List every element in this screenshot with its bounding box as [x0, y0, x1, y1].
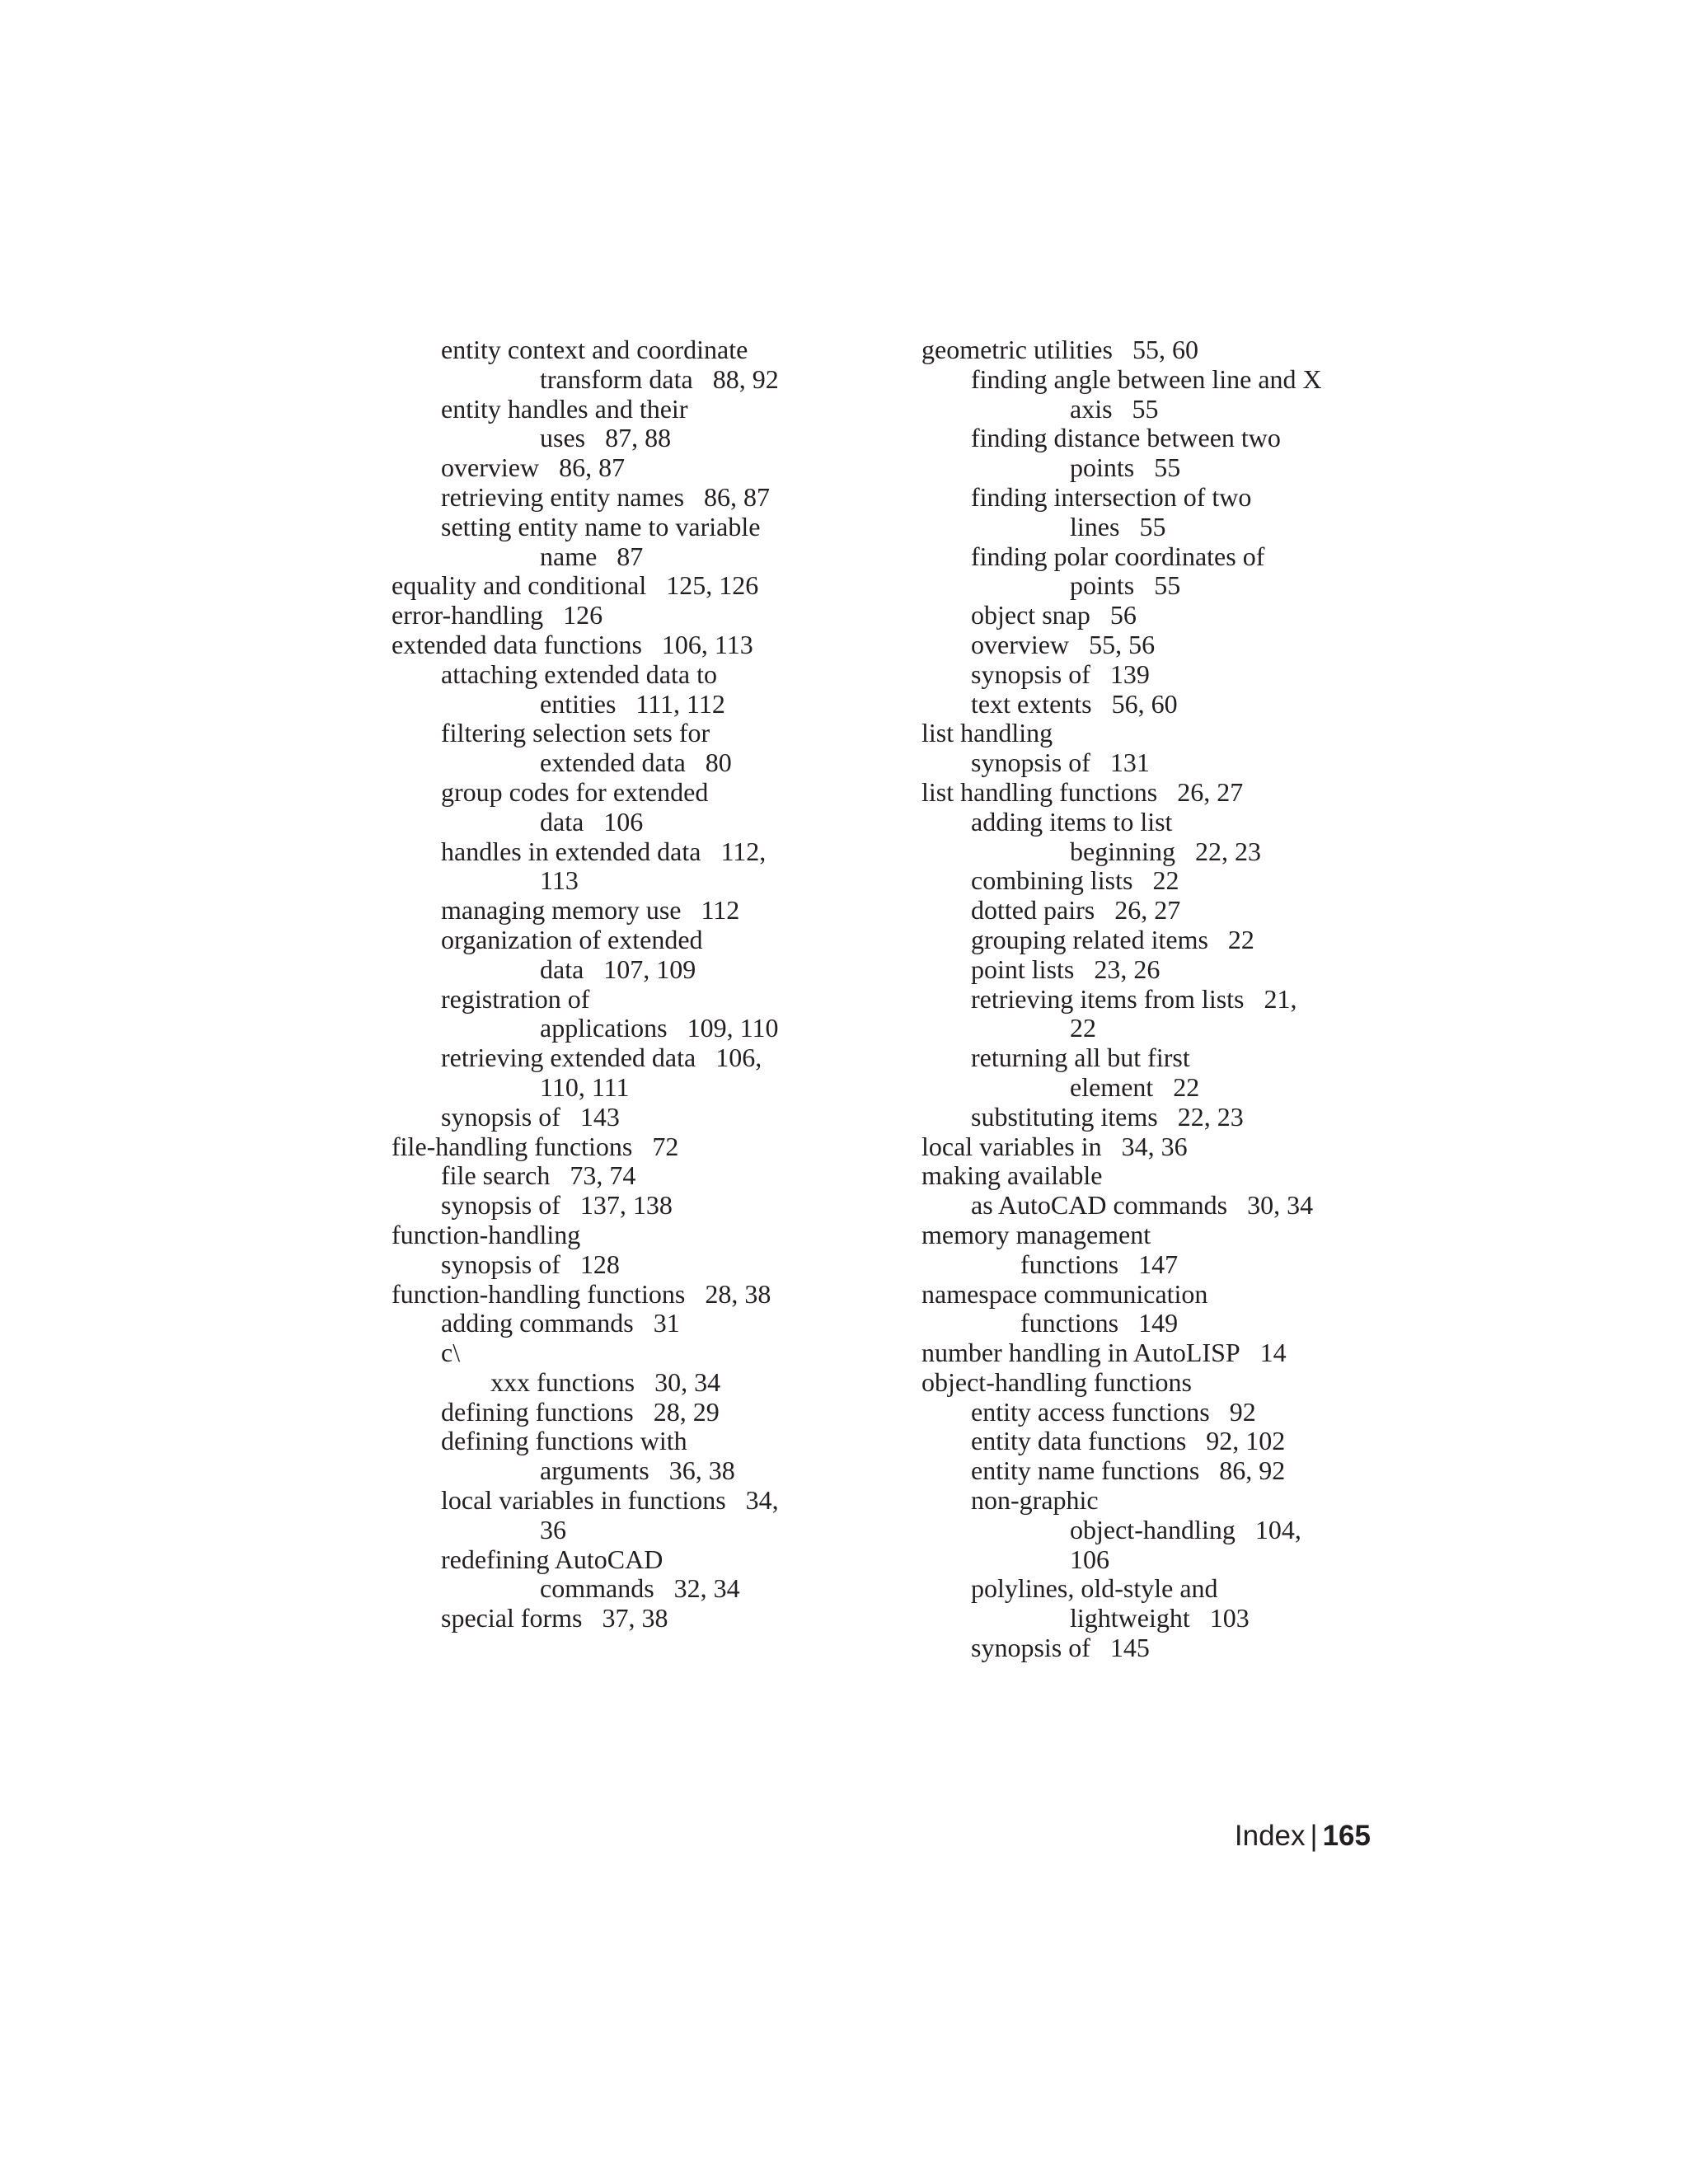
index-subentry: [392, 660, 853, 690]
page-footer: [1154, 1820, 1371, 1853]
page-reference: 106: [603, 806, 644, 837]
index-term: synopsis of: [971, 658, 1090, 689]
index-term: synopsis of: [441, 1190, 560, 1221]
index-entry: [921, 1338, 1383, 1368]
index-subentry: [921, 630, 1383, 660]
page-reference: 111, 112: [635, 688, 725, 719]
footer-separator: |: [1310, 1820, 1318, 1852]
index-term: object-handling: [1070, 1514, 1236, 1544]
page-reference: 73, 74: [570, 1160, 636, 1191]
index-term: finding distance between two: [971, 423, 1281, 453]
index-term: extended data: [540, 748, 686, 778]
page-reference: 87, 88: [605, 423, 672, 453]
index-term: retrieving items from lists: [971, 983, 1245, 1014]
index-term: combining lists: [971, 865, 1133, 896]
index-subentry: [921, 483, 1383, 513]
index-term: error-handling: [392, 600, 544, 630]
page-reference: 56, 60: [1111, 688, 1178, 719]
index-column-left: [392, 335, 853, 1633]
index-subentry: [392, 483, 853, 513]
index-term: synopsis of: [441, 1101, 560, 1132]
index-entry: [921, 1368, 1383, 1398]
index-term: retrieving entity names: [441, 481, 685, 512]
index-term: beginning: [1070, 836, 1175, 866]
index-subentry: [921, 542, 1383, 572]
index-term: organization of extended: [441, 924, 703, 954]
page-reference: 26, 27: [1114, 895, 1181, 926]
page-reference: 92: [1229, 1396, 1256, 1427]
index-subentry: [392, 719, 853, 748]
index-term: file-handling functions: [392, 1131, 633, 1161]
page-reference: 14: [1259, 1338, 1287, 1368]
index-term: 22: [1070, 1013, 1096, 1043]
index-term: finding polar coordinates of: [971, 541, 1265, 571]
index-subentry: [392, 513, 853, 542]
index-term: 113: [540, 865, 579, 896]
page-reference: 22: [1173, 1071, 1200, 1102]
index-term: grouping related items: [971, 924, 1208, 954]
page-reference: 131: [1109, 748, 1150, 778]
page-reference: 80: [705, 748, 732, 778]
index-subentry: [921, 1456, 1383, 1486]
index-subentry: [392, 926, 853, 955]
index-subentry: [921, 1014, 1383, 1043]
index-column-right: [921, 335, 1383, 1663]
page-reference: 55: [1154, 570, 1181, 601]
page-reference: 55, 60: [1132, 335, 1198, 364]
index-subentry: [392, 1014, 853, 1043]
index-subentry: [921, 926, 1383, 955]
page-reference: 139: [1109, 658, 1150, 689]
index-term: xxx functions: [490, 1366, 635, 1397]
page-reference: 21,: [1264, 983, 1297, 1014]
index-term: points: [1070, 570, 1135, 601]
index-entry: [921, 1132, 1383, 1162]
index-term: geometric utilities: [921, 335, 1113, 364]
index-subentry: [921, 1545, 1383, 1575]
index-subentry: [392, 985, 853, 1015]
index-term: uses: [540, 423, 586, 453]
index-subentry: [921, 1574, 1383, 1604]
index-term: text extents: [971, 688, 1092, 719]
index-term: element: [1070, 1071, 1154, 1102]
index-term: attaching extended data to: [441, 658, 717, 689]
page-reference: 28, 29: [653, 1396, 720, 1427]
index-subentry: [392, 1486, 853, 1516]
page-reference: 112: [701, 895, 740, 926]
index-subentry: [921, 571, 1383, 601]
index-term: entity data functions: [971, 1426, 1187, 1456]
index-subentry: [392, 395, 853, 424]
page-reference: 72: [652, 1131, 679, 1161]
index-term: defining functions: [441, 1396, 634, 1427]
index-subentry: [392, 424, 853, 453]
index-term: entity name functions: [971, 1455, 1200, 1486]
page-reference: 31: [653, 1308, 680, 1338]
index-subentry: [392, 1338, 853, 1368]
index-term: c\: [441, 1338, 461, 1368]
index-subentry: [921, 1427, 1383, 1456]
index-subentry: [921, 395, 1383, 424]
page-reference: 104,: [1254, 1514, 1301, 1544]
index-subentry: [392, 1191, 853, 1221]
index-term: finding intersection of two: [971, 481, 1252, 512]
page-reference: 143: [579, 1101, 620, 1132]
page-reference: 125, 126: [666, 570, 759, 601]
index-entry: [921, 778, 1383, 808]
index-entry: [921, 719, 1383, 748]
index-term: overview: [971, 629, 1070, 659]
index-subentry: [921, 1486, 1383, 1516]
index-term: 110, 111: [540, 1071, 630, 1102]
index-subentry: [392, 1516, 853, 1545]
page-reference: 87: [617, 541, 644, 571]
index-term: dotted pairs: [971, 895, 1095, 926]
page-reference: 137, 138: [579, 1190, 673, 1221]
index-term: lines: [1070, 511, 1120, 541]
index-subentry: [392, 748, 853, 778]
page-reference: 36, 38: [668, 1455, 735, 1486]
index-term: list handling: [921, 718, 1053, 748]
index-subentry: [921, 1633, 1383, 1663]
index-term: finding angle between line and X: [971, 363, 1322, 394]
index-subentry: [921, 896, 1383, 926]
index-subentry: [921, 513, 1383, 542]
page-reference: 88, 92: [712, 363, 779, 394]
page-reference: 34, 36: [1121, 1131, 1188, 1161]
index-entry: [392, 1280, 853, 1310]
index-term: entity context and coordinate: [441, 335, 748, 364]
index-subentry: [392, 1574, 853, 1604]
index-entry: [392, 601, 853, 630]
index-subentry: [392, 1456, 853, 1486]
index-entry: [392, 1221, 853, 1250]
page-reference: 26, 27: [1177, 776, 1244, 807]
index-term: equality and conditional: [392, 570, 647, 601]
index-subentry: [392, 778, 853, 808]
index-term: managing memory use: [441, 895, 682, 926]
index-subentry: [921, 424, 1383, 453]
page-reference: 22: [1152, 865, 1179, 896]
index-term: setting entity name to variable: [441, 511, 761, 541]
page-reference: 106, 113: [661, 629, 753, 659]
index-subentry: [921, 601, 1383, 630]
index-term: 106: [1070, 1544, 1109, 1574]
index-subentry: [921, 1043, 1383, 1073]
index-term: synopsis of: [441, 1249, 560, 1279]
page-reference: 55: [1154, 452, 1181, 483]
page-reference: 128: [579, 1249, 620, 1279]
index-term: function-handling functions: [392, 1278, 686, 1309]
index-subentry: [392, 542, 853, 572]
index-term: handles in extended data: [441, 836, 701, 866]
index-subentry: [921, 808, 1383, 837]
index-term: group codes for extended: [441, 776, 709, 807]
index-subentry: [921, 1191, 1383, 1221]
index-term: substituting items: [971, 1101, 1158, 1132]
page-reference: 92, 102: [1206, 1426, 1286, 1456]
index-subentry: [392, 837, 853, 867]
index-entry: [921, 1221, 1383, 1250]
index-term: non-graphic: [971, 1485, 1099, 1516]
page-reference: 32, 34: [673, 1573, 740, 1604]
index-term: polylines, old-style and: [971, 1573, 1218, 1604]
index-subentry: [921, 1516, 1383, 1545]
index-entry: [392, 571, 853, 601]
index-term: making available: [921, 1160, 1103, 1191]
page-reference: 34,: [745, 1485, 779, 1516]
index-entry: [392, 630, 853, 660]
index-term: filtering selection sets for: [441, 718, 710, 748]
index-subentry: [392, 335, 853, 365]
page-reference: 55: [1132, 393, 1159, 424]
index-subentry: [392, 1043, 853, 1073]
index-subentry: [392, 1250, 853, 1280]
page-reference: 30, 34: [654, 1366, 721, 1397]
index-subentry: [921, 837, 1383, 867]
index-subentry: [392, 453, 853, 483]
index-subentry: [392, 896, 853, 926]
index-term: number handling in AutoLISP: [921, 1338, 1240, 1368]
page-reference: 145: [1109, 1633, 1150, 1663]
index-entry: [392, 1132, 853, 1162]
page-reference: 55: [1139, 511, 1166, 541]
index-term: special forms: [441, 1603, 583, 1633]
index-term: local variables in functions: [441, 1485, 726, 1516]
index-subentry: [392, 955, 853, 985]
index-term: returning all but first: [971, 1043, 1190, 1073]
index-term: object-handling functions: [921, 1366, 1192, 1397]
index-term: data: [540, 954, 584, 984]
index-entry: [921, 1161, 1383, 1191]
page-reference: 107, 109: [603, 954, 696, 984]
index-subentry: [921, 1103, 1383, 1132]
index-term: function-handling: [392, 1219, 581, 1249]
index-term: redefining AutoCAD: [441, 1544, 663, 1574]
index-subentry: [392, 365, 853, 395]
index-entry: [921, 1280, 1383, 1310]
index-subentry: [392, 1368, 853, 1398]
index-term: functions: [1020, 1249, 1119, 1279]
index-subentry: [392, 1073, 853, 1103]
index-term: 36: [540, 1514, 566, 1544]
index-term: object snap: [971, 600, 1090, 630]
index-entry: [921, 335, 1383, 365]
page-reference: 86, 87: [559, 452, 626, 483]
index-term: entity access functions: [971, 1396, 1210, 1427]
page-reference: 126: [563, 600, 603, 630]
footer-section-label: Index: [1234, 1820, 1306, 1852]
index-subentry: [392, 1398, 853, 1427]
index-term: defining functions with: [441, 1426, 687, 1456]
index-subentry: [921, 866, 1383, 896]
index-term: list handling functions: [921, 776, 1158, 807]
index-subentry: [921, 1073, 1383, 1103]
page-reference: 103: [1209, 1603, 1250, 1633]
index-term: file search: [441, 1160, 551, 1191]
page-reference: 55, 56: [1089, 629, 1156, 659]
index-subentry: [921, 690, 1383, 719]
index-subentry: [392, 690, 853, 719]
page-reference: 56: [1109, 600, 1137, 630]
index-term: memory management: [921, 1219, 1151, 1249]
index-subentry: [392, 1604, 853, 1633]
index-subentry: [921, 453, 1383, 483]
page-reference: 109, 110: [687, 1013, 779, 1043]
page-reference: 28, 38: [705, 1278, 771, 1309]
index-term: commands: [540, 1573, 654, 1604]
index-term: entity handles and their: [441, 393, 688, 424]
page-number: 165: [1322, 1820, 1371, 1852]
page-reference: 149: [1138, 1308, 1179, 1338]
index-term: namespace communication: [921, 1278, 1208, 1309]
index-subentry: [921, 1250, 1383, 1280]
index-subentry: [392, 1427, 853, 1456]
page-reference: 86, 87: [704, 481, 771, 512]
index-term: adding commands: [441, 1308, 634, 1338]
index-term: lightweight: [1070, 1603, 1190, 1633]
index-term: as AutoCAD commands: [971, 1190, 1228, 1221]
page-reference: 37, 38: [602, 1603, 668, 1633]
index-subentry: [392, 808, 853, 837]
index-term: local variables in: [921, 1131, 1102, 1161]
index-subentry: [921, 1398, 1383, 1427]
page-reference: 86, 92: [1219, 1455, 1286, 1486]
index-subentry: [921, 985, 1383, 1015]
index-subentry: [392, 866, 853, 896]
index-term: transform data: [540, 363, 693, 394]
index-subentry: [392, 1545, 853, 1575]
index-subentry: [921, 365, 1383, 395]
index-term: adding items to list: [971, 806, 1173, 837]
page-reference: 112,: [720, 836, 767, 866]
page-reference: 23, 26: [1094, 954, 1160, 984]
index-term: arguments: [540, 1455, 649, 1486]
index-subentry: [921, 660, 1383, 690]
index-subentry: [921, 748, 1383, 778]
page-reference: 22, 23: [1194, 836, 1261, 866]
page-reference: 22, 23: [1177, 1101, 1244, 1132]
index-term: data: [540, 806, 584, 837]
index-term: synopsis of: [971, 748, 1090, 778]
index-term: point lists: [971, 954, 1075, 984]
index-term: applications: [540, 1013, 668, 1043]
index-term: overview: [441, 452, 540, 483]
index-subentry: [921, 1309, 1383, 1338]
index-term: synopsis of: [971, 1633, 1090, 1663]
index-subentry: [921, 1604, 1383, 1633]
index-subentry: [921, 955, 1383, 985]
index-term: registration of: [441, 983, 590, 1014]
index-subentry: [392, 1309, 853, 1338]
page-reference: 147: [1138, 1249, 1179, 1279]
index-term: points: [1070, 452, 1135, 483]
index-term: functions: [1020, 1308, 1119, 1338]
page-reference: 22: [1227, 924, 1254, 954]
index-subentry: [392, 1103, 853, 1132]
index-term: axis: [1070, 393, 1113, 424]
page-reference: 106,: [715, 1043, 762, 1073]
index-term: retrieving extended data: [441, 1043, 696, 1073]
index-term: name: [540, 541, 598, 571]
index-term: extended data functions: [392, 629, 642, 659]
index-term: entities: [540, 688, 617, 719]
index-subentry: [392, 1161, 853, 1191]
page-reference: 30, 34: [1247, 1190, 1314, 1221]
